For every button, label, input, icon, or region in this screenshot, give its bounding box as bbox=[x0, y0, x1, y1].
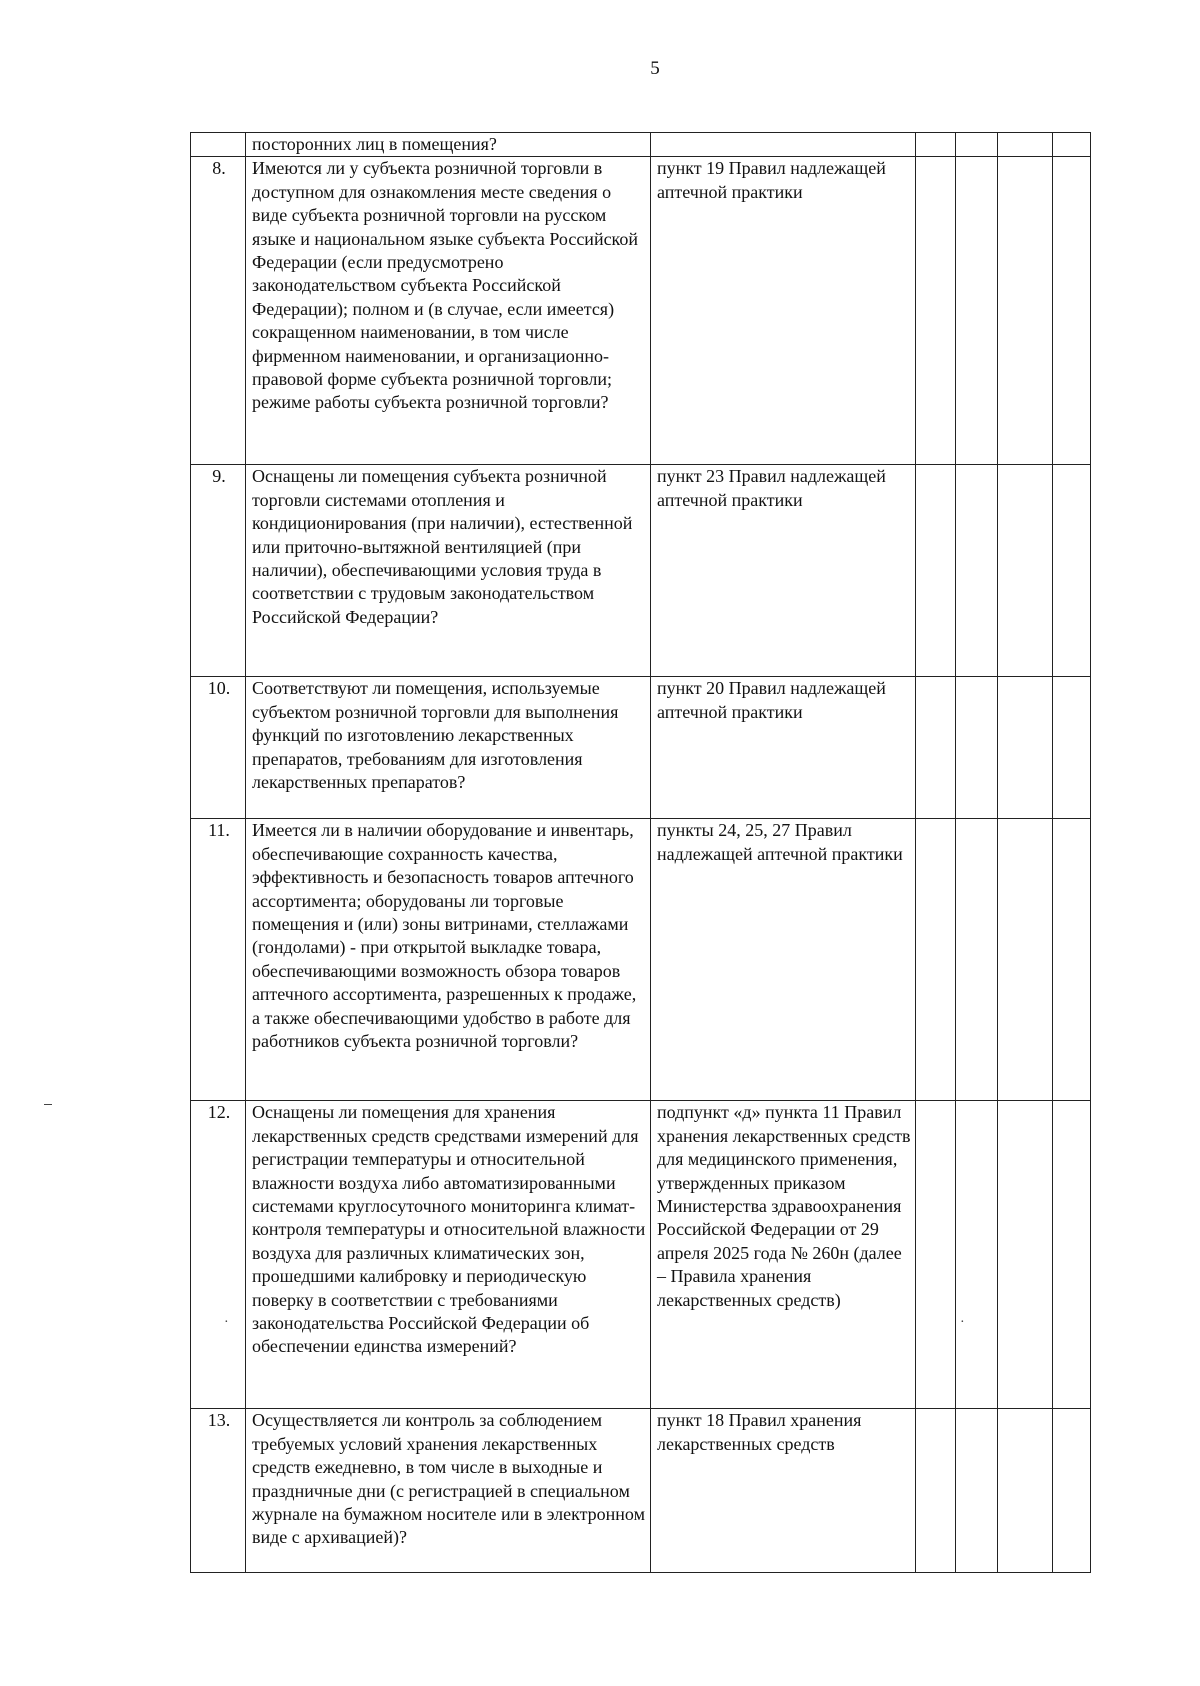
scan-speck bbox=[44, 1104, 52, 1105]
scan-speck: · bbox=[224, 1315, 229, 1330]
answer-cell bbox=[956, 157, 998, 465]
row-reference: пункт 18 Правил хранения лекарственных средств bbox=[651, 1409, 916, 1573]
answer-cell bbox=[998, 1409, 1053, 1573]
row-reference: пункты 24, 25, 27 Правил надлежащей аптечной практики bbox=[651, 819, 916, 1101]
row-question: посторонних лиц в помещения? bbox=[246, 133, 651, 157]
answer-cell bbox=[998, 677, 1053, 819]
answer-cell bbox=[916, 677, 956, 819]
row-question: Оснащены ли помещения субъекта розничной торговли системами отопления и кондиционирования (при наличии), естественной или приточно-вытяжной вентиляцией (при наличии), обеспечивающими условия труда в соответствии с трудовым законодательством Российской Федерации? bbox=[246, 465, 651, 677]
table-row bbox=[191, 157, 1091, 465]
answer-cell bbox=[916, 819, 956, 1101]
row-reference bbox=[651, 133, 916, 157]
scan-speck: · bbox=[960, 1315, 965, 1330]
row-reference: подпункт «д» пункта 11 Правил хранения лекарственных средств для медицинского применения, утвержденных приказом Министерства здравоохранения Российской Федерации от 29 апреля 2025 года № 260н (далее – Правила хранения лекарственных средств) bbox=[651, 1101, 916, 1409]
answer-cell bbox=[998, 133, 1053, 157]
row-number: 12. bbox=[191, 1101, 246, 1409]
answer-cell bbox=[956, 1409, 998, 1573]
answer-cell bbox=[998, 157, 1053, 465]
answer-cell bbox=[956, 677, 998, 819]
answer-cell bbox=[956, 819, 998, 1101]
table-row bbox=[191, 1101, 1091, 1409]
row-number: 8. bbox=[191, 157, 246, 465]
row-question: Оснащены ли помещения для хранения лекарственных средств средствами измерений для регистрации температуры и относительной влажности воздуха либо автоматизированными системами круглосуточного мониторинга климат-контроля температуры и относительной влажности воздуха для различных климатических зон, прошедшими калибровку и периодическую поверку в соответствии с требованиями законодательства Российской Федерации об обеспечении единства измерений? bbox=[246, 1101, 651, 1409]
answer-cell bbox=[1053, 157, 1091, 465]
checklist-table bbox=[190, 132, 1091, 1573]
answer-cell bbox=[916, 157, 956, 465]
row-reference: пункт 23 Правил надлежащей аптечной практики bbox=[651, 465, 916, 677]
table-row bbox=[191, 677, 1091, 819]
answer-cell bbox=[1053, 465, 1091, 677]
answer-cell bbox=[916, 133, 956, 157]
row-number: 13. bbox=[191, 1409, 246, 1573]
answer-cell bbox=[1053, 133, 1091, 157]
row-question: Имеются ли у субъекта розничной торговли в доступном для ознакомления месте сведения о виде субъекта розничной торговли на русском языке и национальном языке субъекта Российской Федерации (если предусмотрено законодательством субъекта Российской Федерации); полном и (в случае, если имеется) сокращенном наименовании, в том числе фирменном наименовании, и организационно-правовой форме субъекта розничной торговли; режиме работы субъекта розничной торговли? bbox=[246, 157, 651, 465]
answer-cell bbox=[956, 1101, 998, 1409]
answer-cell bbox=[916, 1409, 956, 1573]
row-number: 9. bbox=[191, 465, 246, 677]
table-row bbox=[191, 133, 1091, 157]
row-number: 10. bbox=[191, 677, 246, 819]
answer-cell bbox=[1053, 1101, 1091, 1409]
row-number bbox=[191, 133, 246, 157]
row-question: Соответствуют ли помещения, используемые субъектом розничной торговли для выполнения функций по изготовлению лекарственных препаратов, требованиям для изготовления лекарственных препаратов? bbox=[246, 677, 651, 819]
table-row bbox=[191, 465, 1091, 677]
row-reference: пункт 20 Правил надлежащей аптечной практики bbox=[651, 677, 916, 819]
table-row bbox=[191, 1409, 1091, 1573]
row-question: Осуществляется ли контроль за соблюдением требуемых условий хранения лекарственных средств ежедневно, в том числе в выходные и праздничные дни (с регистрацией в специальном журнале на бумажном носителе или в электронном виде с архивацией)? bbox=[246, 1409, 651, 1573]
page-number: 5 bbox=[650, 58, 660, 79]
row-question: Имеется ли в наличии оборудование и инвентарь, обеспечивающие сохранность качества, эффективность и безопасность товаров аптечного ассортимента; оборудованы ли торговые помещения и (или) зоны витринами, стеллажами (гондолами) - при открытой выкладке товара, обеспечивающими возможность обзора товаров аптечного ассортимента, разрешенных к продаже, а также обеспечивающими удобство в работе для работников субъекта розничной торговли? bbox=[246, 819, 651, 1101]
table-row bbox=[191, 819, 1091, 1101]
answer-cell bbox=[1053, 819, 1091, 1101]
answer-cell bbox=[956, 133, 998, 157]
row-reference: пункт 19 Правил надлежащей аптечной практики bbox=[651, 157, 916, 465]
answer-cell bbox=[998, 819, 1053, 1101]
answer-cell bbox=[916, 465, 956, 677]
answer-cell bbox=[998, 465, 1053, 677]
answer-cell bbox=[916, 1101, 956, 1409]
row-number: 11. bbox=[191, 819, 246, 1101]
answer-cell bbox=[1053, 677, 1091, 819]
answer-cell bbox=[998, 1101, 1053, 1409]
answer-cell bbox=[956, 465, 998, 677]
answer-cell bbox=[1053, 1409, 1091, 1573]
